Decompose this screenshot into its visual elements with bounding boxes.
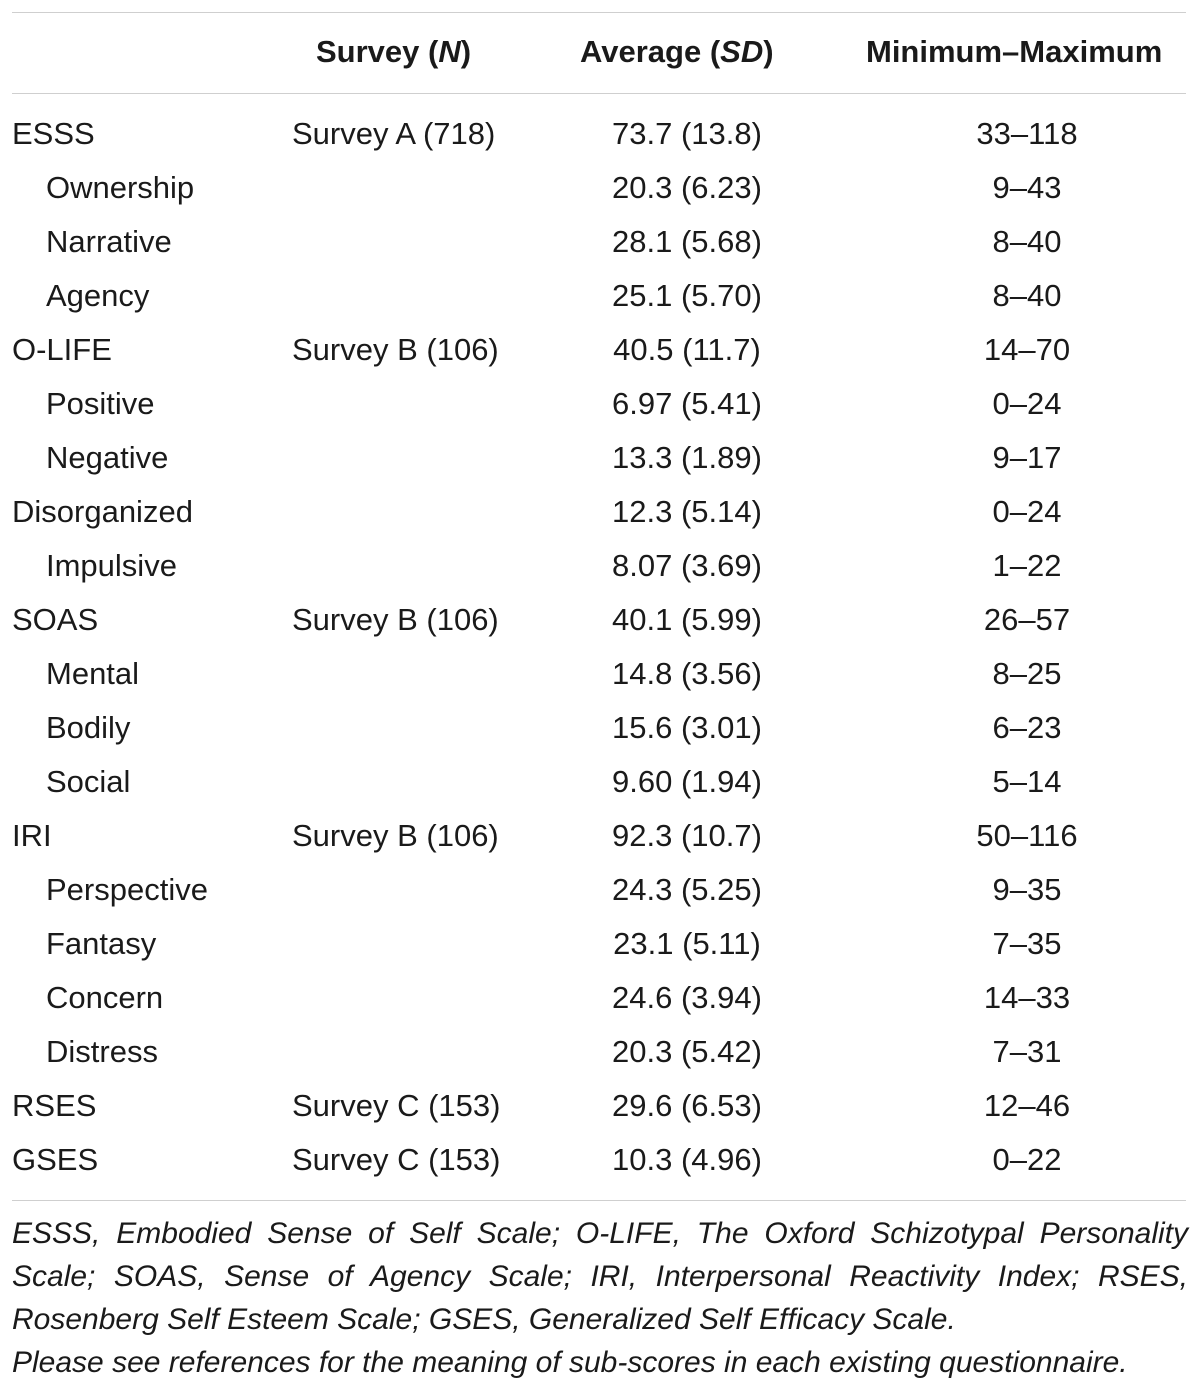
column-header-average: Average (SD) (580, 34, 774, 69)
row-average: 24.6 (3.94) (612, 980, 762, 1015)
row-survey: Survey C (153) (292, 1142, 501, 1177)
row-measure-name: IRI (12, 818, 52, 853)
row-survey: Survey B (106) (292, 818, 499, 853)
row-measure-name: Disorganized (12, 494, 193, 529)
row-average: 20.3 (6.23) (612, 170, 762, 205)
row-measure-name: O-LIFE (12, 332, 112, 367)
row-measure-name: Concern (46, 980, 164, 1015)
row-measure-name: Bodily (46, 710, 131, 745)
table-row (0, 1079, 1200, 1133)
row-average: 23.1 (5.11) (613, 926, 761, 961)
header-rule (12, 93, 1186, 94)
row-measure-name: ESSS (12, 116, 95, 151)
footnote-note: Please see references for the meaning of sub-scores in each existing questionnaire. (12, 1346, 1128, 1379)
row-average: 8.07 (3.69) (612, 548, 762, 583)
row-average: 14.8 (3.56) (612, 656, 762, 691)
row-average: 24.3 (5.25) (612, 872, 762, 907)
row-measure-name: Fantasy (46, 926, 157, 961)
row-min-max: 33–118 (976, 116, 1078, 151)
row-min-max: 6–23 (992, 710, 1062, 745)
row-average: 12.3 (5.14) (612, 494, 762, 529)
row-average: 40.5 (11.7) (613, 332, 761, 367)
row-measure-name: Distress (46, 1034, 158, 1069)
row-average: 92.3 (10.7) (612, 818, 762, 853)
row-min-max: 8–40 (992, 224, 1062, 259)
row-min-max: 7–35 (992, 926, 1062, 961)
row-min-max: 1–22 (992, 548, 1062, 583)
row-average: 13.3 (1.89) (612, 440, 762, 475)
table-row (0, 863, 1200, 917)
row-measure-name: Social (46, 764, 131, 799)
table-row (0, 755, 1200, 809)
row-measure-name: Impulsive (46, 548, 177, 583)
row-min-max: 9–17 (992, 440, 1062, 475)
table-row (0, 377, 1200, 431)
table-footnote (12, 1212, 1188, 1384)
row-average: 29.6 (6.53) (612, 1088, 762, 1123)
table-row (0, 1133, 1200, 1187)
row-min-max: 7–31 (992, 1034, 1062, 1069)
row-min-max: 0–24 (992, 494, 1062, 529)
row-survey: Survey B (106) (292, 602, 499, 637)
row-survey: Survey B (106) (292, 332, 499, 367)
row-min-max: 9–43 (992, 170, 1062, 205)
table-row (0, 107, 1200, 161)
table-row (0, 485, 1200, 539)
column-header-survey: Survey (N) (316, 34, 472, 69)
row-min-max: 14–70 (983, 332, 1071, 367)
row-measure-name: Agency (46, 278, 150, 313)
row-min-max: 0–22 (992, 1142, 1062, 1177)
row-survey: Survey A (718) (292, 116, 496, 151)
table-row (0, 269, 1200, 323)
row-measure-name: SOAS (12, 602, 99, 637)
row-min-max: 50–116 (976, 818, 1078, 853)
table-top-rule (12, 12, 1186, 13)
row-min-max: 26–57 (983, 602, 1071, 637)
table-row (0, 431, 1200, 485)
row-measure-name: GSES (12, 1142, 99, 1177)
row-average: 15.6 (3.01) (612, 710, 762, 745)
table-row (0, 971, 1200, 1025)
table-row (0, 917, 1200, 971)
row-average: 40.1 (5.99) (612, 602, 762, 637)
row-measure-name: Positive (46, 386, 155, 421)
table-row (0, 215, 1200, 269)
row-measure-name: Narrative (46, 224, 172, 259)
table-row (0, 647, 1200, 701)
row-min-max: 12–46 (983, 1088, 1071, 1123)
row-survey: Survey C (153) (292, 1088, 501, 1123)
footnote-abbreviations: ESSS, Embodied Sense of Self Scale; O-LIFE, The Oxford Schizotypal Personality Scale; SOAS, Sense of Agency Scale; IRI, Interpersonal Reactivity Index; RSES, Rosenberg Self Esteem Scale; GSES, Generalized Self Efficacy Scale. (12, 1217, 1188, 1336)
table-row (0, 323, 1200, 377)
table-row (0, 161, 1200, 215)
row-min-max: 14–33 (983, 980, 1071, 1015)
table-row (0, 809, 1200, 863)
table-bottom-rule (12, 1200, 1186, 1201)
table-row (0, 593, 1200, 647)
row-average: 9.60 (1.94) (612, 764, 762, 799)
row-average: 10.3 (4.96) (612, 1142, 762, 1177)
row-average: 20.3 (5.42) (612, 1034, 762, 1069)
row-measure-name: Negative (46, 440, 169, 475)
row-min-max: 8–25 (992, 656, 1062, 691)
row-min-max: 9–35 (992, 872, 1062, 907)
row-average: 28.1 (5.68) (612, 224, 762, 259)
row-min-max: 0–24 (992, 386, 1062, 421)
row-measure-name: Mental (46, 656, 140, 691)
row-average: 6.97 (5.41) (612, 386, 762, 421)
row-measure-name: Ownership (46, 170, 195, 205)
column-header-min-max: Minimum–Maximum (866, 34, 1163, 69)
table-row (0, 539, 1200, 593)
table-row (0, 1025, 1200, 1079)
row-average: 73.7 (13.8) (612, 116, 762, 151)
table-row (0, 701, 1200, 755)
row-min-max: 8–40 (992, 278, 1062, 313)
row-measure-name: Perspective (46, 872, 208, 907)
row-min-max: 5–14 (992, 764, 1062, 799)
row-measure-name: RSES (12, 1088, 97, 1123)
row-average: 25.1 (5.70) (612, 278, 762, 313)
